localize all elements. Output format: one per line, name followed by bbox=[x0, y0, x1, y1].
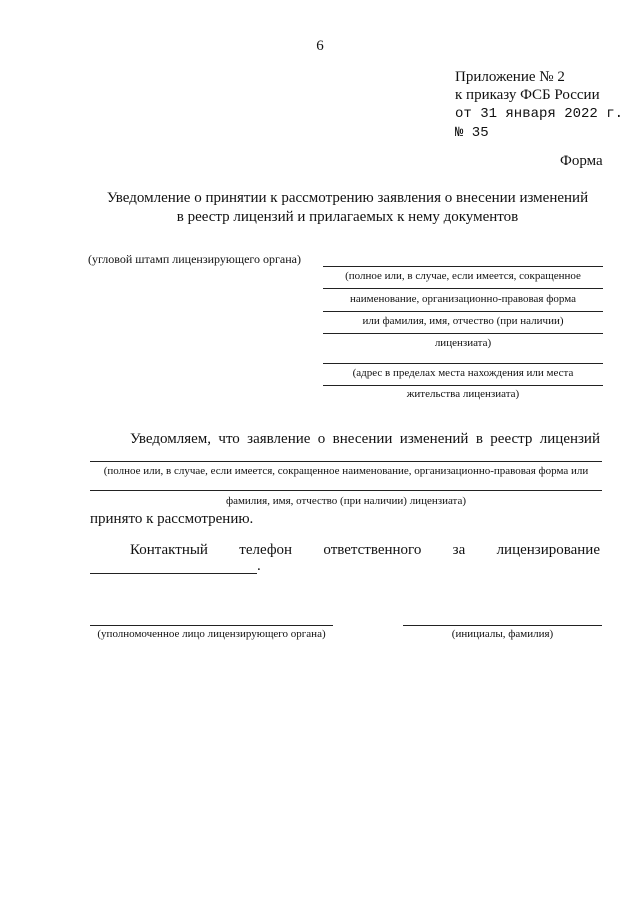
appendix-line-3: от 31 января 2022 г. bbox=[455, 106, 624, 122]
appendix-line-4: № 35 bbox=[455, 125, 489, 141]
authorized-person-line bbox=[90, 625, 333, 626]
initials-hint: (инициалы, фамилия) bbox=[451, 628, 554, 640]
recipient-hint-3: или фамилия, имя, отчество (при наличии) bbox=[362, 315, 564, 327]
address-line-2 bbox=[323, 385, 603, 386]
address-hint-1: (адрес в пределах места нахождения или места bbox=[352, 367, 574, 379]
licensee-hint-2: фамилия, имя, отчество (при наличии) лицензиата) bbox=[225, 495, 467, 507]
address-line-1 bbox=[323, 363, 603, 364]
notice-text: Уведомляем, что заявление о внесении изменений в реестр лицензий bbox=[130, 431, 600, 447]
contact-word-5: лицензирование bbox=[496, 542, 600, 558]
address-hint-2: жительства лицензиата) bbox=[406, 388, 520, 400]
document-title-line-1: Уведомление о принятии к рассмотрению заявления о внесении изменений bbox=[106, 190, 589, 206]
contact-word-3: ответственного bbox=[323, 542, 422, 558]
licensee-line-2 bbox=[90, 490, 602, 491]
appendix-line-2: к приказу ФСБ России bbox=[455, 87, 600, 103]
accepted-text: принято к рассмотрению. bbox=[90, 511, 254, 527]
stamp-label: (угловой штамп лицензирующего органа) bbox=[88, 252, 302, 266]
form-label: Форма bbox=[560, 153, 603, 169]
contact-word-2: телефон bbox=[239, 542, 293, 558]
authorized-person-hint: (уполномоченное лицо лицензирующего органа) bbox=[97, 628, 326, 640]
recipient-line-2 bbox=[323, 288, 603, 289]
recipient-line-1 bbox=[323, 266, 603, 267]
initials-line bbox=[403, 625, 602, 626]
appendix-line-1: Приложение № 2 bbox=[455, 69, 565, 85]
recipient-line-4 bbox=[323, 333, 603, 334]
recipient-line-3 bbox=[323, 311, 603, 312]
recipient-hint-4: лицензиата) bbox=[434, 337, 492, 349]
phone-blank-line bbox=[90, 573, 257, 574]
contact-word-4: за bbox=[452, 542, 466, 558]
document-title-line-2: в реестр лицензий и прилагаемых к нему документов bbox=[176, 209, 519, 225]
contact-phone-row bbox=[130, 542, 600, 559]
licensee-line-1 bbox=[90, 461, 602, 462]
licensee-hint-1: (полное или, в случае, если имеется, сокращенное наименование, организационно-правовая форма или bbox=[103, 465, 589, 477]
contact-word-1: Контактный bbox=[130, 542, 208, 558]
recipient-hint-2: наименование, организационно-правовая форма bbox=[350, 293, 576, 305]
recipient-hint-1: (полное или, в случае, если имеется, сокращенное bbox=[345, 270, 581, 282]
page-number: 6 bbox=[316, 38, 324, 54]
phone-end-mark: . bbox=[257, 558, 261, 574]
